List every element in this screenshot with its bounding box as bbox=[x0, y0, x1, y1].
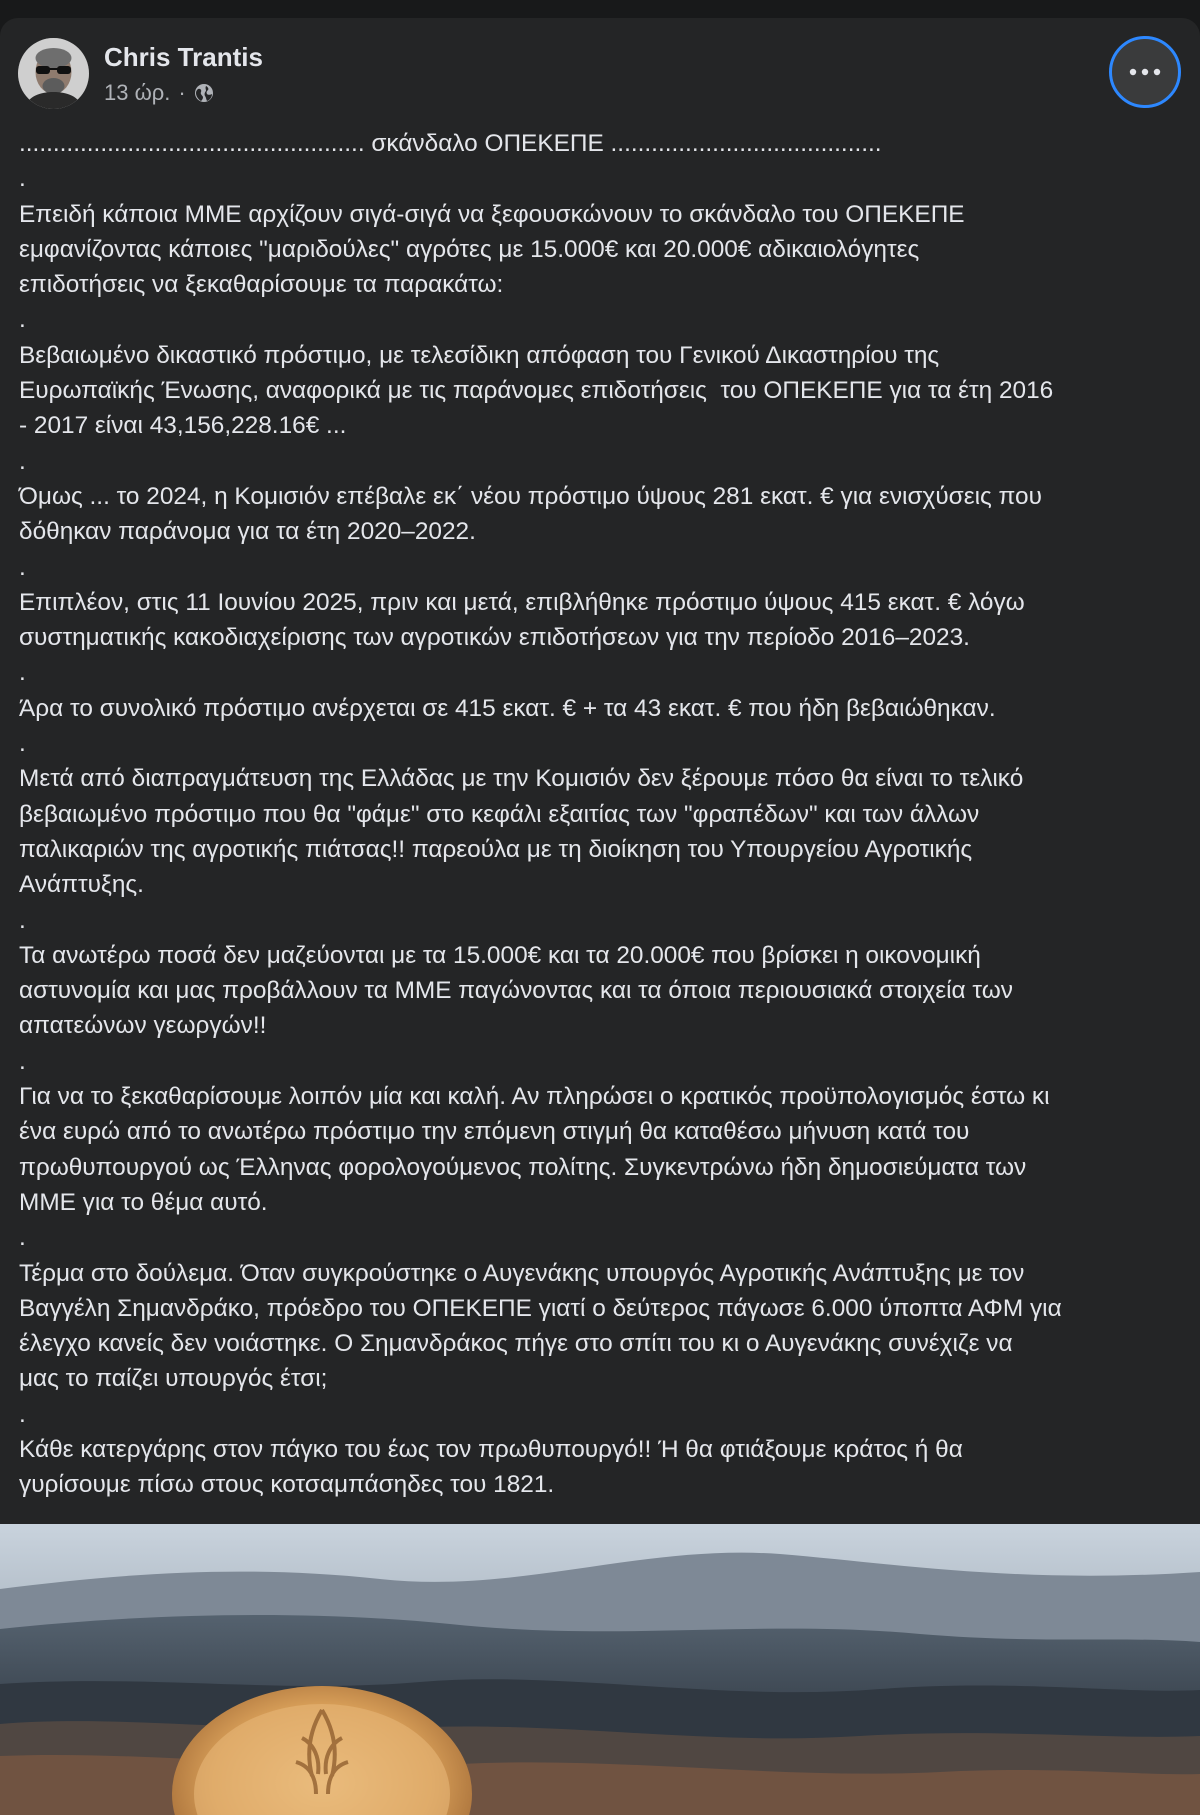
post-text-line: Βαγγέλη Σημανδράκο, πρόεδρο του ΟΠΕΚΕΠΕ γιατί ο δεύτερος πάγωσε 6.000 ύποπτα ΑΦΜ για bbox=[19, 1294, 1062, 1322]
post-text-line: . bbox=[19, 1047, 26, 1075]
post-text-line: . bbox=[19, 1224, 26, 1252]
post-text-line: δόθηκαν παράνομα για τα έτη 2020–2022. bbox=[19, 518, 476, 546]
avatar-portrait-image bbox=[18, 38, 89, 109]
post-time[interactable]: 13 ώρ. bbox=[104, 80, 171, 105]
more-horizontal-icon bbox=[1128, 67, 1162, 77]
post-text-line: επιδοτήσεις να ξεκαθαρίσουμε τα παρακάτω: bbox=[19, 271, 504, 299]
post-text-line: Τα ανωτέρω ποσά δεν μαζεύονται με τα 15.000€ και τα 20.000€ που βρίσκει η οικονομική bbox=[19, 941, 981, 969]
post-text-line: Μετά από διαπραγμάτευση της Ελλάδας με την Κομισιόν δεν ξέρουμε πόσο θα είναι το τελικό bbox=[19, 765, 1024, 793]
post-text-line: Βεβαιωμένο δικαστικό πρόστιμο, με τελεσίδικη απόφαση του Γενικού Δικαστηρίου της bbox=[19, 341, 940, 369]
post-text-line: έλεγχο κανείς δεν νοιάστηκε. Ο Σημανδράκος πήγε στο σπίτι του κι ο Αυγενάκης συνέχιζε να bbox=[19, 1330, 1013, 1358]
globe-icon[interactable] bbox=[194, 83, 214, 103]
post-text-line: Όμως ... το 2024, η Κομισιόν επέβαλε εκ΄ νέου πρόστιμο ύψους 281 εκατ. € για ενισχύσεις που bbox=[19, 482, 1042, 510]
post-image[interactable] bbox=[0, 1524, 1200, 1815]
post-text-line: πρωθυπουργού ως Έλληνας φορολογούμενος πολίτης. Συγκεντρώνω ήδη δημοσιεύματα των bbox=[19, 1153, 1027, 1181]
landscape-euro-coin-image bbox=[0, 1524, 1200, 1815]
post-text-line: μας το παίζει υπουργός έτσι; bbox=[19, 1365, 328, 1393]
post-text-line: συστηματικής κακοδιαχείρισης των αγροτικών επιδοτήσεων για την περίοδο 2016–2023. bbox=[19, 624, 970, 652]
post-text-line: παλικαριών της αγροτικής πιάτσας!! παρεούλα με τη διοίκηση του Υπουργείου Αγροτικής bbox=[19, 835, 973, 863]
post-text-line: ένα ευρώ από το ανωτέρω πρόστιμο την επόμενη στιγμή θα καταθέσω μήνυση κατά του bbox=[19, 1118, 970, 1146]
post-text-line: . bbox=[19, 730, 26, 758]
post-text-line: Για να το ξεκαθαρίσουμε λοιπόν μία και καλή. Αν πληρώσει ο κρατικός προϋπολογισμός έστω κι bbox=[19, 1083, 1050, 1111]
post-meta bbox=[104, 80, 214, 106]
post-text-line: . bbox=[19, 906, 26, 934]
post-text-line: γυρίσουμε πίσω στους κοτσαμπάσηδες του 1821. bbox=[19, 1471, 555, 1499]
post-text-line: Τέρμα στο δούλεμα. Όταν συγκρούστηκε ο Αυγενάκης υπουργός Αγροτικής Ανάπτυξης με τον bbox=[19, 1259, 1025, 1287]
post-text-line: Ευρωπαϊκής Ένωσης, αναφορικά με τις παράνομες επιδοτήσεις του ΟΠΕΚΕΠΕ για τα έτη 2016 bbox=[19, 377, 1054, 405]
post-text-line: αστυνομία και μας προβάλλουν τα ΜΜΕ παγώνοντας και τα όποια περιουσιακά στοιχεία των bbox=[19, 977, 1013, 1005]
author-avatar[interactable] bbox=[18, 38, 89, 109]
post-text-line: Άρα το συνολικό πρόστιμο ανέρχεται σε 415 εκατ. € + τα 43 εκατ. € που ήδη βεβαιώθηκαν. bbox=[19, 694, 996, 722]
post-text-line: - 2017 είναι 43,156,228.16€ ... bbox=[19, 412, 347, 440]
post-text bbox=[19, 126, 1183, 1503]
post-text-line: Ανάπτυξης. bbox=[19, 871, 144, 899]
post-text-line: βεβαιωμένο πρόστιμο που θα "φάμε" στο κεφάλι εξαιτίας των "φραπέδων" και των άλλων bbox=[19, 800, 980, 828]
post-text-line: . bbox=[19, 447, 26, 475]
post-text-line: . bbox=[19, 659, 26, 687]
author-name[interactable]: Chris Trantis bbox=[104, 42, 263, 72]
post-text-line: . bbox=[19, 1400, 26, 1428]
meta-separator: · bbox=[178, 80, 186, 105]
post-card bbox=[0, 18, 1200, 1815]
post-text-line: ΜΜΕ για το θέμα αυτό. bbox=[19, 1188, 268, 1216]
post-text-line: απατεώνων γεωργών!! bbox=[19, 1012, 267, 1040]
post-text-line: . bbox=[19, 306, 26, 334]
post-text-line: Επειδή κάποια ΜΜΕ αρχίζουν σιγά-σιγά να ξεφουσκώνουν το σκάνδαλο του ΟΠΕΚΕΠΕ bbox=[19, 200, 965, 228]
post-text-line: . bbox=[19, 165, 26, 193]
post-text-line: . bbox=[19, 553, 26, 581]
post-text-line: ................................................... σκάνδαλο ΟΠΕΚΕΠΕ ........................................ bbox=[19, 130, 882, 157]
post-text-line: εμφανίζοντας κάποιες "μαριδούλες" αγρότες με 15.000€ και 20.000€ αδικαιολόγητες bbox=[19, 235, 920, 263]
post-text-line: Επιπλέον, στις 11 Ιουνίου 2025, πριν και μετά, επιβλήθηκε πρόστιμο ύψους 415 εκατ. € λόγω bbox=[19, 588, 1025, 616]
more-options-button[interactable] bbox=[1109, 36, 1181, 108]
post-text-line: Κάθε κατεργάρης στον πάγκο του έως τον πρωθυπουργό!! Ή θα φτιάξουμε κράτος ή θα bbox=[19, 1435, 963, 1463]
